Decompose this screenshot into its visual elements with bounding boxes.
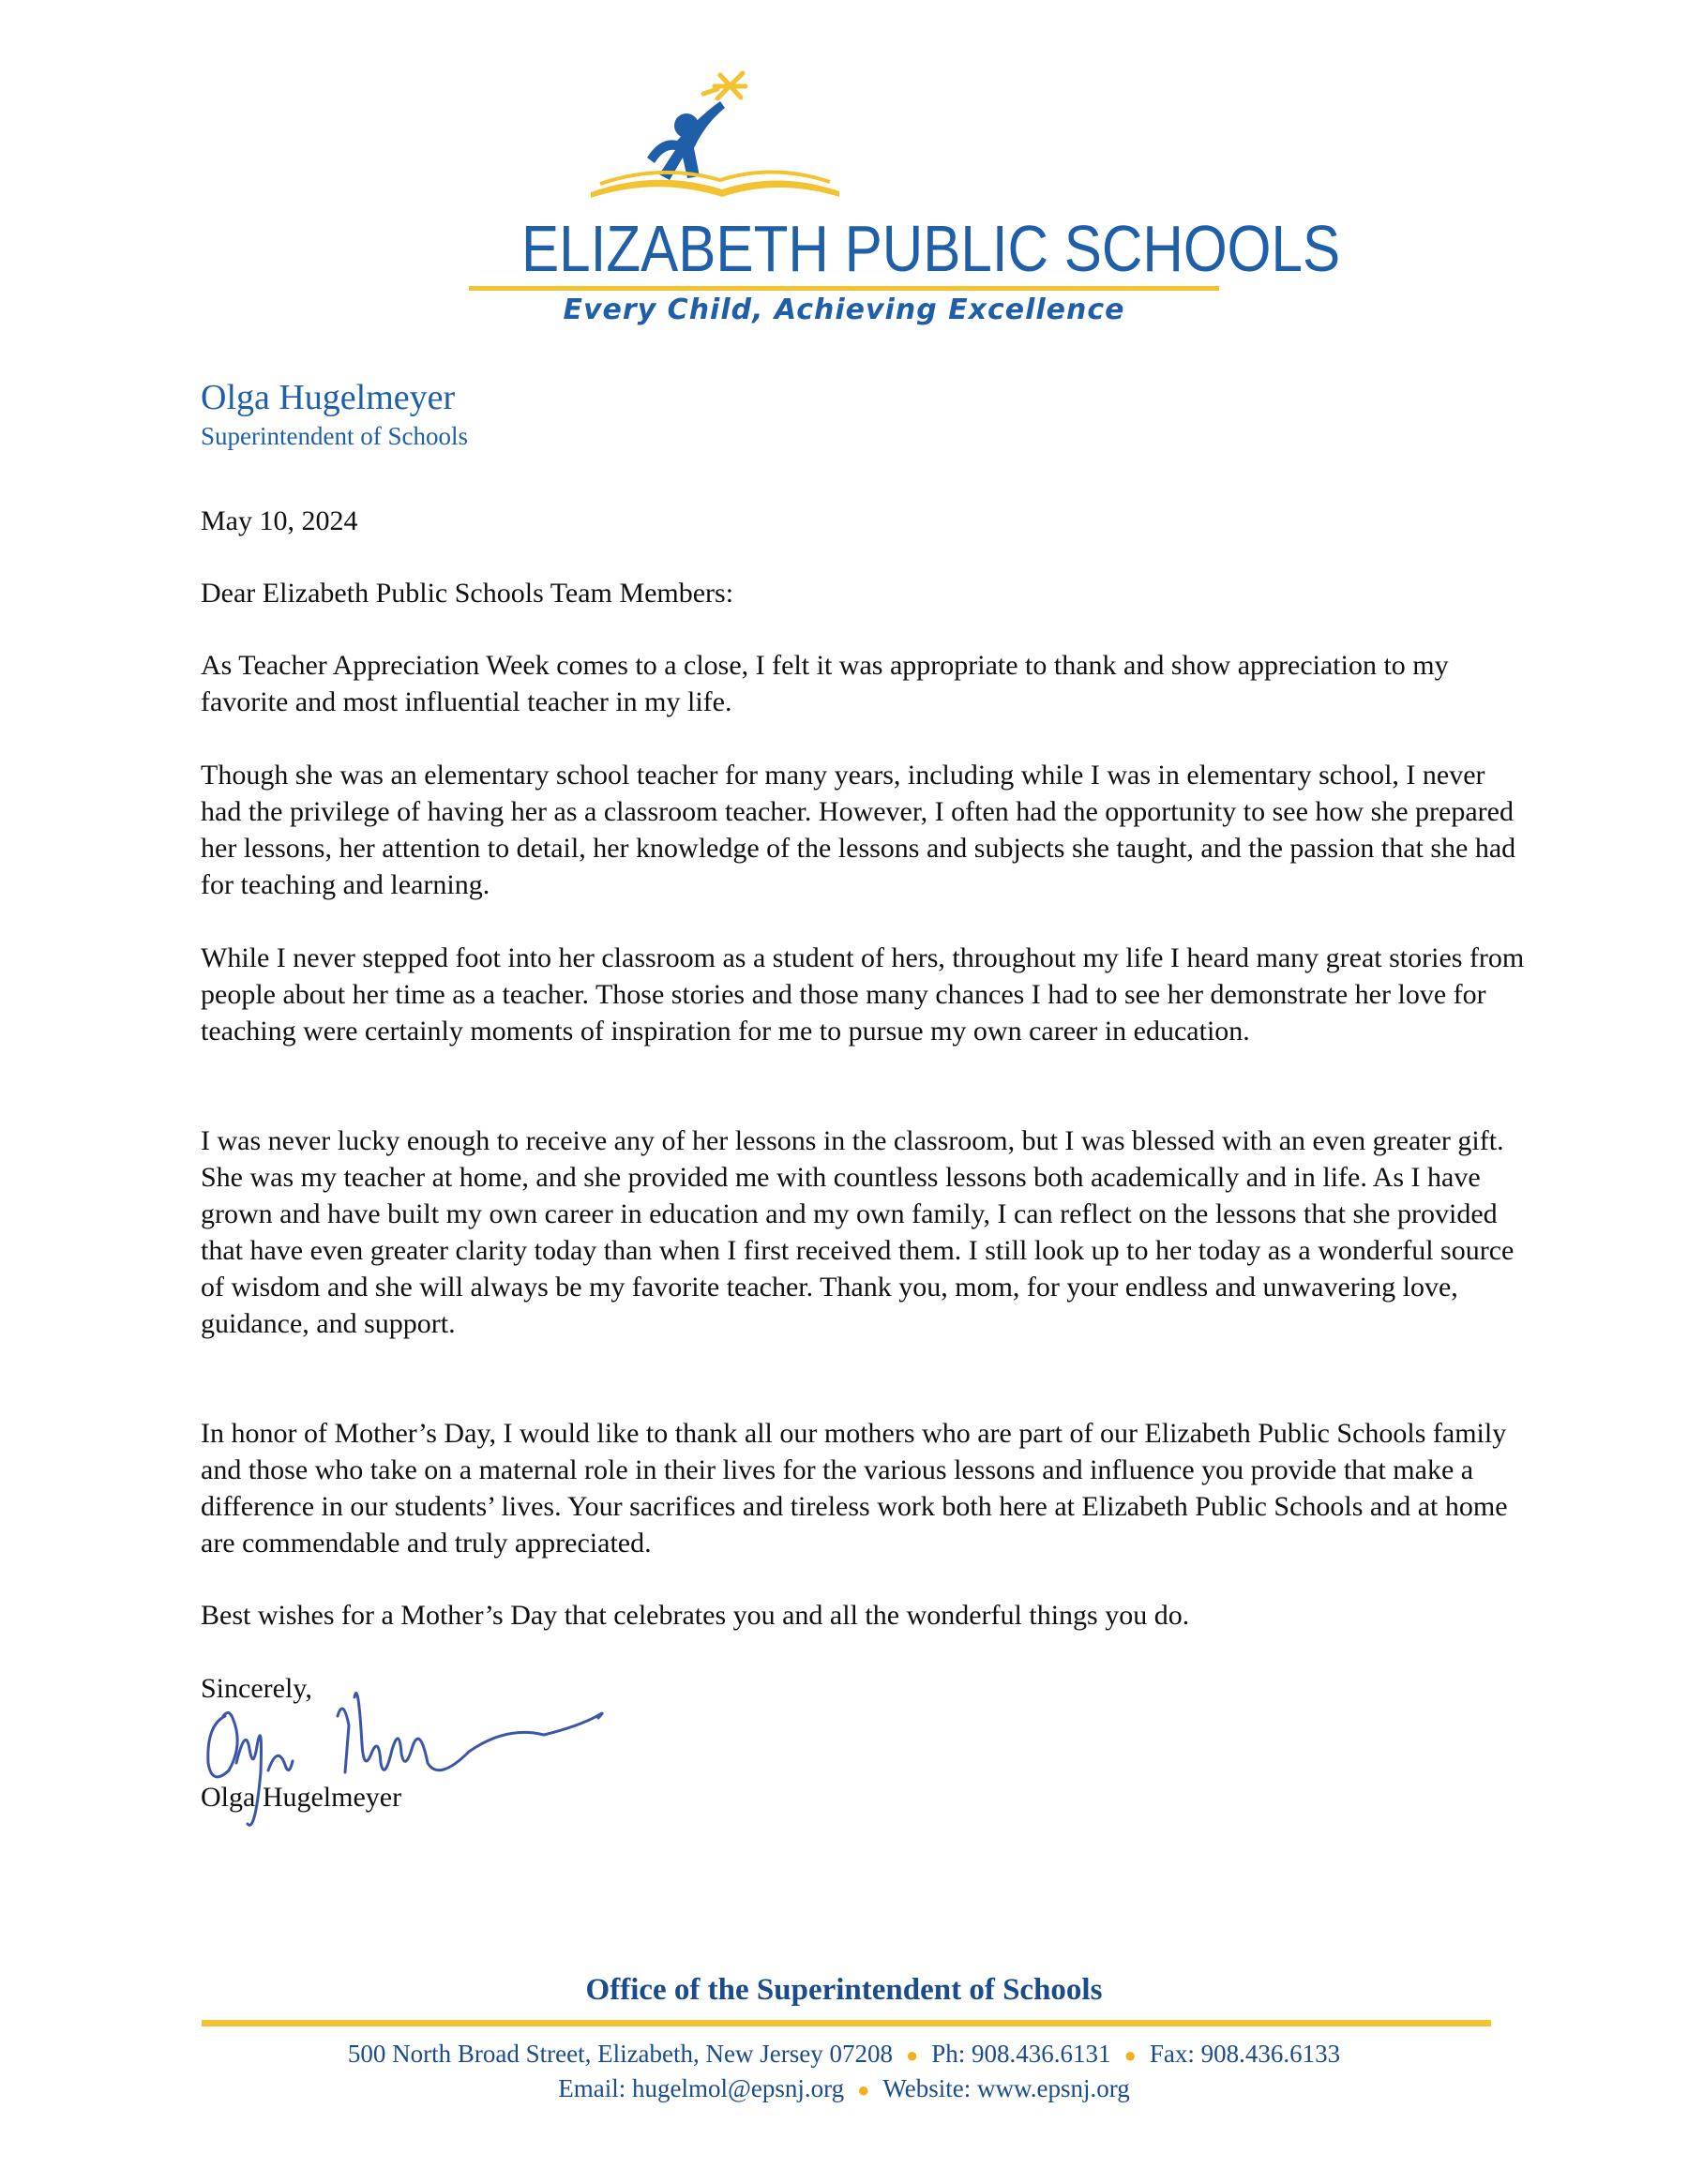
footer-phone: Ph: 908.436.6131: [931, 2040, 1111, 2068]
bullet-icon: ●: [905, 2043, 919, 2067]
letter-salutation: Dear Elizabeth Public Schools Team Members:: [201, 578, 734, 609]
organization-tagline: Every Child, Achieving Excellence: [563, 294, 1125, 326]
letter-paragraph: As Teacher Appreciation Week comes to a close, I felt it was appropriate to thank and show appreciation to my favorite and most influential teacher in my life.: [201, 650, 1449, 717]
bullet-icon: ●: [1123, 2043, 1137, 2067]
logo-emblem-icon: [469, 66, 1219, 216]
letter-paragraph: While I never stepped foot into her classroom as a student of hers, throughout my life I heard many great stories from people about her time as a teacher. Those stories and those many chances I had to see her demonstrate her love for teaching were certainly moments of inspiration for me to pursue my own career in education.: [201, 942, 1525, 1047]
footer-fax: Fax: 908.436.6133: [1149, 2040, 1341, 2068]
letter-paragraph: In honor of Mother’s Day, I would like to thank all our mothers who are part of our Elizabeth Public Schools family and those who take on a maternal role in their lives for the various lessons and influence you provide that make a difference in our students’ lives. Your sacrifices and tireless work both here at Elizabeth Public Schools and at home are commendable and truly appreciated.: [201, 1418, 1508, 1559]
letter-paragraph: Best wishes for a Mother’s Day that celebrates you and all the wonderful things you do.: [201, 1600, 1190, 1631]
letter-closing: Sincerely,: [201, 1673, 312, 1704]
footer-contact-line: [0, 2040, 1688, 2069]
footer-website: Website: www.epsnj.org: [882, 2074, 1130, 2102]
footer-web-line: [0, 2074, 1688, 2103]
sender-name: Olga Hugelmeyer: [201, 378, 456, 417]
footer-office-title: Office of the Superintendent of Schools: [585, 1973, 1103, 2007]
bullet-icon: ●: [857, 2078, 870, 2101]
sender-title: Superintendent of Schools: [201, 422, 468, 450]
footer-address: 500 North Broad Street, Elizabeth, New Jersey 07208: [347, 2040, 893, 2068]
footer-email: Email: hugelmol@epsnj.org: [558, 2074, 845, 2102]
letter-paragraph: Though she was an elementary school teacher for many years, including while I was in elementary school, I never had the privilege of having her as a classroom teacher. However, I often had the opportunity to see how she prepared her lessons, her attention to detail, her knowledge of the lessons and subjects she taught, and the passion that she had for teaching and learning.: [201, 760, 1516, 900]
organization-name: ELIZABETH PUBLIC SCHOOLS: [521, 212, 1341, 285]
letter-date: May 10, 2024: [201, 505, 358, 536]
letter-paragraph: I was never lucky enough to receive any of her lessons in the classroom, but I was blessed with an even greater gift. She was my teacher at home, and she provided me with countless lessons both academically and in life. As I have grown and have built my own career in education and my own family, I can reflect on the lessons that she provided that have even greater clarity today than when I first received them. I still look up to her today as a wonderful source of wisdom and she will always be my favorite teacher. Thank you, mom, for your endless and unwavering love, guidance, and support.: [201, 1125, 1515, 1339]
footer-divider: [202, 2020, 1491, 2026]
letterhead-logo: [469, 66, 1341, 347]
signed-name: Olga Hugelmeyer: [201, 1782, 402, 1813]
